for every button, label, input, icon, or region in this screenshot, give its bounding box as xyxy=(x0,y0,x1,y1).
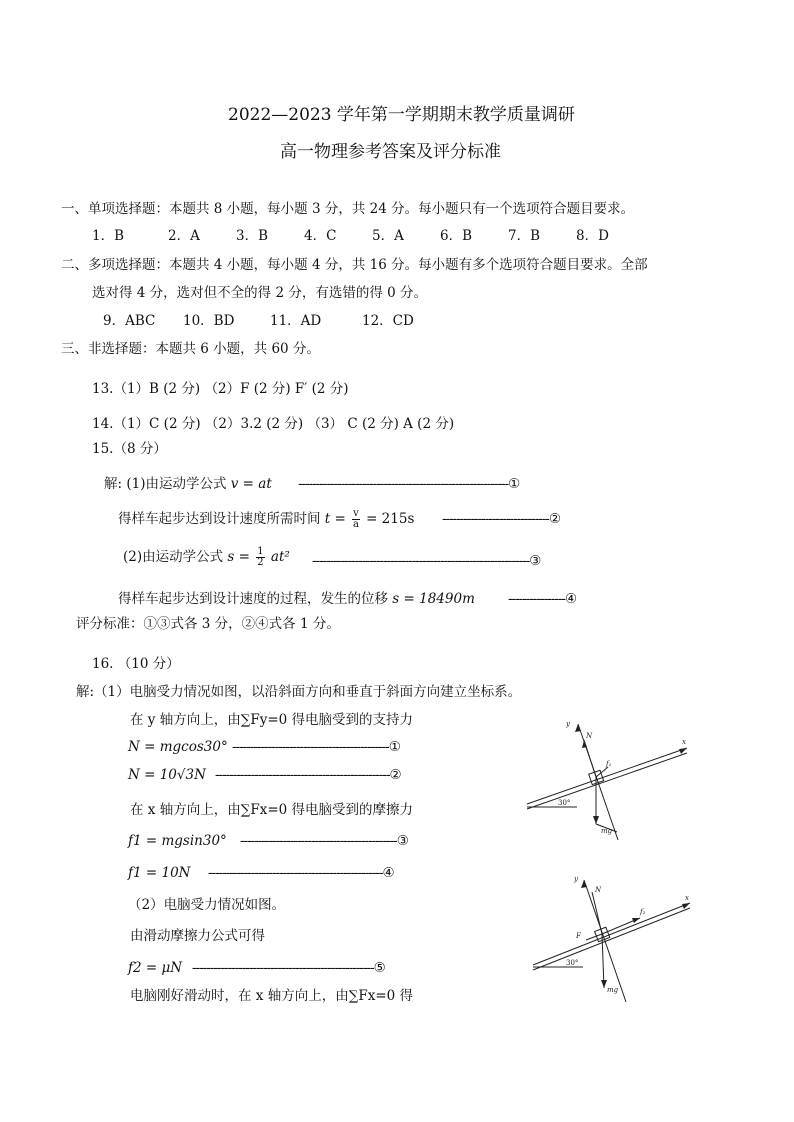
q15-line2-prefix: 得样车起步达到设计速度所需时间 xyxy=(118,511,321,527)
frac-den: a xyxy=(352,519,359,530)
incline-surface xyxy=(533,903,690,965)
section2-heading-line1: 二、多项选择题：本题共 4 小题，每小题 4 分，共 16 分。每小题有多个选项符合题目要求。全部 xyxy=(61,257,648,273)
q16-eq1: N = mgcos30° xyxy=(128,739,228,755)
q16-x-axis-text: 在 x 轴方向上，由∑Fx=0 得电脑受到的摩擦力 xyxy=(130,802,414,818)
q15-line2-fraction xyxy=(352,509,360,530)
q15-line1 xyxy=(104,475,272,493)
q16-eq4-tail: -------------------------------------------------④ xyxy=(208,865,394,881)
q16-sliding: 由滑动摩擦力公式可得 xyxy=(130,928,265,944)
q15-line2-lhs: t = xyxy=(324,511,346,527)
answer-2: 2．A xyxy=(168,228,200,244)
q15-line4 xyxy=(118,590,475,608)
label-f1: f₁ xyxy=(606,760,612,768)
normal-force-arrow xyxy=(592,892,602,934)
incline-surface xyxy=(527,748,687,804)
q16-eq2: N = 10√3N xyxy=(128,767,206,783)
label-mg: mg xyxy=(601,827,613,835)
section3-heading: 三、非选择题：本题共 6 小题，共 60 分。 xyxy=(61,341,320,357)
q13-answer: 13.（1）B (2 分) （2）F (2 分) F′ (2 分) xyxy=(92,381,349,397)
q16-part2: （2）电脑受力情况如图。 xyxy=(128,897,286,913)
pull-arrowhead xyxy=(632,918,640,923)
answer-9: 9．ABC xyxy=(103,313,156,329)
label-x: x xyxy=(685,894,689,902)
answer-10: 10．BD xyxy=(183,313,235,329)
q16-header: 16. （10 分） xyxy=(92,656,180,672)
section2-heading-line2: 选对得 4 分，选对但不全的得 2 分，有选错的得 0 分。 xyxy=(92,285,428,301)
q15-line4-tail: ----------------④ xyxy=(508,591,577,607)
q14-answer: 14.（1）C (2 分) （2）3.2 (2 分) （3） C (2 分) A (2 分) xyxy=(92,416,455,432)
answer-8: 8．D xyxy=(576,228,609,244)
label-f: F xyxy=(576,932,581,940)
q15-line3 xyxy=(123,546,290,568)
q16-y-axis-text: 在 y 轴方向上，由∑Fy=0 得电脑受到的支持力 xyxy=(130,712,414,728)
label-n: N xyxy=(586,732,593,740)
answer-12: 12．CD xyxy=(362,313,414,329)
q15-header: 15.（8 分） xyxy=(92,441,167,457)
q15-line3-tail: -------------------------------------------------------------③ xyxy=(312,553,541,569)
answer-5: 5．A xyxy=(372,228,404,244)
q15-line3-rhs: at² xyxy=(270,549,290,565)
page-subtitle: 高一物理参考答案及评分标准 xyxy=(280,142,501,162)
y-axis-arrowhead xyxy=(581,880,587,888)
label-y: y xyxy=(574,875,578,883)
q16-eq4: f1 = 10N xyxy=(128,865,191,881)
answer-11: 11．AD xyxy=(270,313,322,329)
answer-1: 1．B xyxy=(92,228,125,244)
frac-num: v xyxy=(353,508,359,519)
force-diagram-2 xyxy=(528,870,698,1010)
frac-den: 2 xyxy=(257,557,264,568)
q16-eq5: f2 = μN xyxy=(128,960,183,976)
q15-line1-formula: v = at xyxy=(230,476,272,492)
label-x: x xyxy=(682,738,686,746)
q15-line3-prefix: (2)由运动学公式 xyxy=(123,549,224,565)
label-n: N xyxy=(595,886,602,894)
label-mg: mg xyxy=(607,986,619,994)
q16-last: 电脑刚好滑动时，在 x 轴方向上，由∑Fx=0 得 xyxy=(130,988,414,1004)
page-title: 2022—2023 学年第一学期期末教学质量调研 xyxy=(228,105,575,125)
q15-line3-fraction xyxy=(256,547,264,568)
q15-line2-tail: ------------------------------② xyxy=(442,511,560,527)
force-diagram-1 xyxy=(522,712,692,842)
q15-line2 xyxy=(118,508,414,530)
y-axis-arrowhead xyxy=(575,724,581,732)
answer-4: 4．C xyxy=(304,228,337,244)
q15-line1-prefix: 解: (1)由运动学公式 xyxy=(104,476,227,492)
q16-eq3-tail: --------------------------------------------③ xyxy=(240,833,408,849)
frac-num: 1 xyxy=(257,546,264,557)
q16-eq1-tail: --------------------------------------------① xyxy=(232,739,400,755)
q16-intro: 解:（1）电脑受力情况如图，以沿斜面方向和垂直于斜面方向建立坐标系。 xyxy=(76,684,522,700)
q15-line4-prefix: 得样车起步达到设计速度的过程，发生的位移 xyxy=(118,591,388,607)
section1-heading: 一、单项选择题：本题共 8 小题，每小题 3 分，共 24 分。每小题只有一个选项符合题目要求。 xyxy=(61,201,635,217)
answer-7: 7．B xyxy=(508,228,541,244)
q16-eq3: f1 = mgsin30° xyxy=(128,833,227,849)
answer-6: 6．B xyxy=(440,228,473,244)
q16-eq2-tail: -------------------------------------------------② xyxy=(215,767,401,783)
answer-3: 3．B xyxy=(236,228,269,244)
q15-scoring: 评分标准：①③式各 3 分，②④式各 1 分。 xyxy=(76,616,340,632)
normal-arrowhead xyxy=(582,740,587,748)
q15-line3-lhs: s = xyxy=(227,549,250,565)
label-angle: 30° xyxy=(566,959,579,967)
q15-line4-formula: s = 18490m xyxy=(392,591,475,607)
q15-line1-tail: -----------------------------------------------------------① xyxy=(298,476,520,492)
q15-line2-result: = 215s xyxy=(366,511,415,527)
q16-eq5-tail: ---------------------------------------------------⑤ xyxy=(192,960,385,976)
label-y: y xyxy=(566,720,570,728)
label-f2: f₂ xyxy=(640,908,646,916)
gravity-arrowhead xyxy=(593,816,599,824)
label-angle: 30° xyxy=(558,799,571,807)
